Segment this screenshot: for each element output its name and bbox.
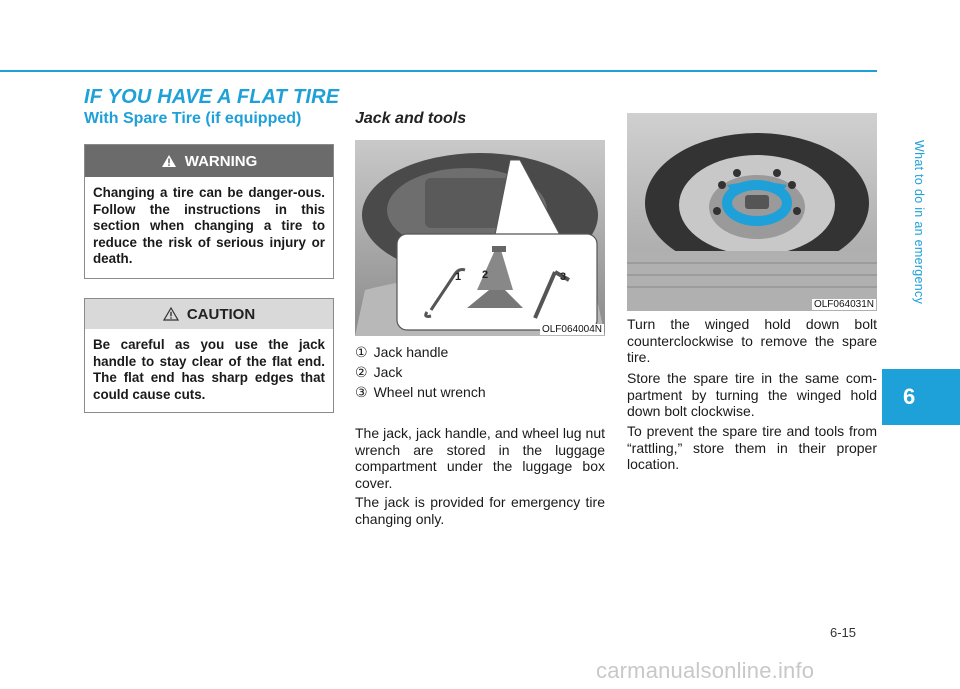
list-label: Jack handle bbox=[373, 344, 449, 360]
spare-tire-figure bbox=[627, 113, 877, 311]
warning-triangle-icon bbox=[161, 154, 177, 168]
header-rule bbox=[0, 70, 877, 72]
spare-tire-illustration bbox=[627, 113, 877, 311]
remove-tire-paragraph: Turn the winged hold down bolt counterclockwise to remove the spare tire. bbox=[627, 316, 877, 365]
chapter-number-tab: 6 bbox=[882, 369, 960, 425]
caution-header bbox=[85, 299, 333, 329]
section-title: IF YOU HAVE A FLAT TIRE bbox=[84, 86, 340, 108]
figure-code: OLF064004N bbox=[541, 324, 602, 335]
rattling-paragraph: To prevent the spare tire and tools from “rattling,” store them in their proper location. bbox=[627, 423, 877, 472]
list-marker: ③ bbox=[355, 384, 368, 400]
chapter-side-label: What to do in an emergency bbox=[912, 140, 926, 305]
caution-box bbox=[84, 298, 334, 413]
list-label: Jack bbox=[373, 364, 403, 380]
callout-3: 3 bbox=[560, 271, 567, 283]
jack-tools-figure bbox=[355, 140, 605, 336]
caution-text: Be careful as you use the jack handle to stay clear of the flat end. The flat end has sharp edges that could cause cuts. bbox=[93, 337, 325, 402]
list-label: Wheel nut wrench bbox=[373, 384, 486, 400]
jack-tools-illustration bbox=[355, 140, 605, 336]
caution-triangle-icon bbox=[163, 307, 179, 321]
callout-1: 1 bbox=[455, 271, 462, 283]
storage-paragraph: The jack, jack handle, and wheel lug nut wrench are stored in the luggage compartment under the luggage box cover. bbox=[355, 425, 605, 491]
site-watermark: carmanualsonline.info bbox=[596, 658, 815, 683]
warning-header bbox=[85, 145, 333, 177]
warning-text: Changing a tire can be danger-ous. Follow the instructions in this section when changing a tire to reduce the risk of serious injury or death. bbox=[93, 185, 325, 267]
list-item bbox=[355, 382, 605, 402]
list-marker: ① bbox=[355, 344, 368, 360]
list-item bbox=[355, 362, 605, 382]
list-marker: ② bbox=[355, 364, 368, 380]
page-number: 6-15 bbox=[830, 625, 857, 640]
figure-code: OLF064031N bbox=[813, 299, 874, 310]
tool-list bbox=[355, 342, 605, 402]
store-tire-paragraph: Store the spare tire in the same com-partment by turning the winged hold down bolt clockwise. bbox=[627, 370, 877, 419]
warning-box bbox=[84, 144, 334, 279]
warning-label: WARNING bbox=[184, 152, 258, 170]
emergency-paragraph: The jack is provided for emergency tire changing only. bbox=[355, 494, 605, 527]
left-subheading: With Spare Tire (if equipped) bbox=[84, 110, 302, 127]
middle-subheading: Jack and tools bbox=[355, 110, 467, 127]
list-item bbox=[355, 342, 605, 362]
callout-2: 2 bbox=[482, 269, 489, 281]
caution-label: CAUTION bbox=[186, 305, 256, 323]
